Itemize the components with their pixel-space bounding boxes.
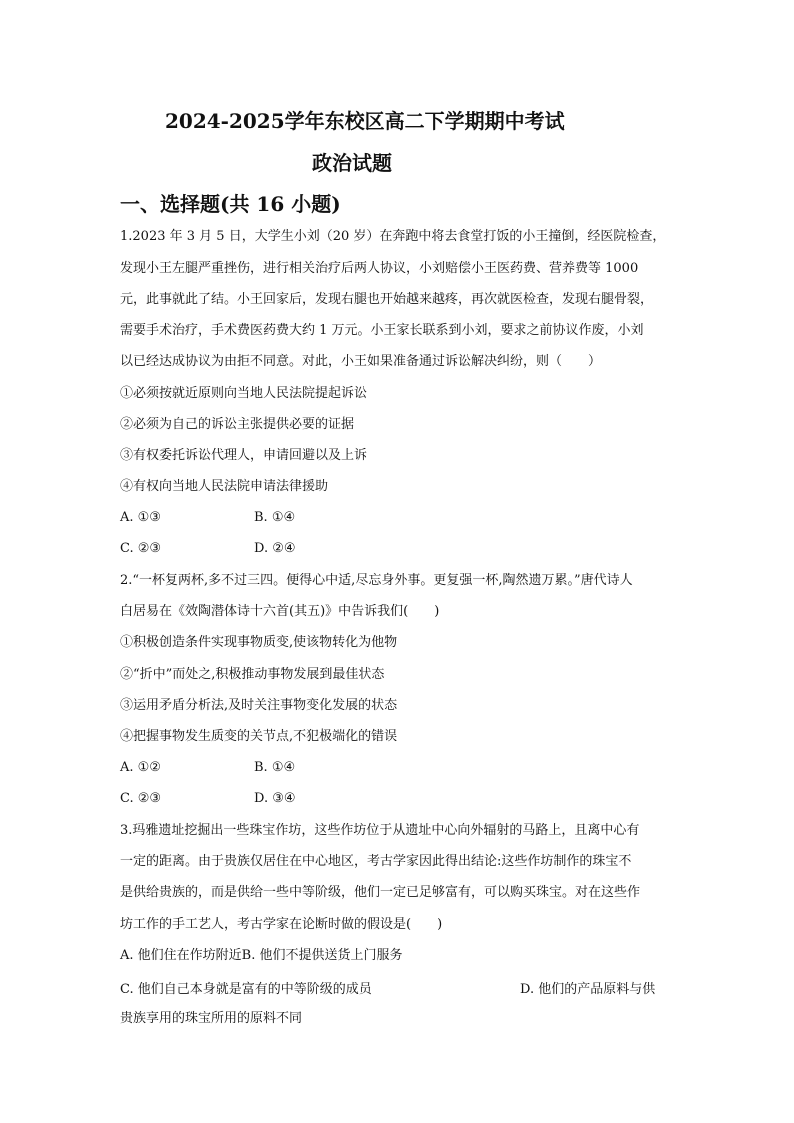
q1-item-4: ④有权向当地人民法院申请法律援助 [120,479,329,494]
q1-item-1: ①必须按就近原则向当地人民法院提起诉讼 [120,386,368,401]
q1-stem-line: 发现小王左腿严重挫伤，进行相关治疗后两人协议，小刘赔偿小王医药费、营养费等 1000 [120,261,639,276]
q2-option-a[interactable]: A. ①② [120,760,161,775]
q1-option-b[interactable]: B. ①④ [254,510,296,525]
section-heading: 一、选择题(共 16 小题) [120,192,341,216]
q1-stem-line: 元，此事就此了结。小王回家后，发现右腿也开始越来越疼，再次就医检查，发现右腿骨裂， [120,292,654,307]
q2-item-3: ③运用矛盾分析法,及时关注事物变化发展的状态 [120,698,398,713]
q3-stem-line: 坊工作的手工艺人，考古学家在论断时做的假设是( ) [120,917,443,932]
q2-option-c[interactable]: C. ②③ [120,791,162,806]
q3-option-ab[interactable]: A. 他们住在作坊附近B. 他们不提供送货上门服务 [120,948,403,963]
q2-item-2: ②“折中”而处之,积极推动事物发展到最佳状态 [120,667,385,682]
q1-item-3: ③有权委托诉讼代理人，申请回避以及上诉 [120,448,368,463]
q2-item-4: ④把握事物发生质变的关节点,不犯极端化的错误 [120,729,398,744]
q2-option-b[interactable]: B. ①④ [254,760,296,775]
q1-stem-line: 1.2023 年 3 月 5 日，大学生小刘（20 岁）在奔跑中将去食堂打饭的小王撞倒，经医院检查， [120,229,666,244]
q2-item-1: ①积极创造条件实现事物质变,使该物转化为他物 [120,635,398,650]
q3-stem-line: 3.玛雅遗址挖掘出一些珠宝作坊，这些作坊位于从遗址中心向外辐射的马路上，且离中心有 [120,823,640,838]
q2-option-d[interactable]: D. ③④ [254,791,296,806]
q1-stem-line: 以已经达成协议为由拒不同意。对此，小王如果准备通过诉讼解决纠纷，则（ ） [120,354,602,369]
exam-subject: 政治试题 [312,151,392,175]
q3-stem-line: 一定的距离。由于贵族仅居住在中心地区，考古学家因此得出结论:这些作坊制作的珠宝不 [120,854,632,869]
q3-stem-line: 是供给贵族的，而是供给一些中等阶级，他们一定已足够富有，可以购买珠宝。对在这些作 [120,885,641,900]
q1-item-2: ②必须为自己的诉讼主张提供必要的证据 [120,417,355,432]
q2-stem-line: 白居易在《效陶潜体诗十六首(其五)》中告诉我们( ) [120,604,440,619]
q3-option-d-continued: 贵族享用的珠宝所用的原料不同 [120,1011,303,1026]
q1-option-d[interactable]: D. ②④ [254,541,296,556]
q1-stem-line: 需要手术治疗，手术费医药费大约 1 万元。小王家长联系到小刘，要求之前协议作废，小刘 [120,323,644,338]
q3-option-d[interactable]: D. 他们的产品原料与供 [520,982,656,997]
q2-stem-line: 2.“一杯复两杯,多不过三四。便得心中适,尽忘身外事。更复强一杯,陶然遗万累。”唐代诗人 [120,573,633,588]
q1-option-c[interactable]: C. ②③ [120,541,162,556]
q1-option-a[interactable]: A. ①③ [120,510,161,525]
q3-option-c[interactable]: C. 他们自己本身就是富有的中等阶级的成员 [120,982,372,997]
exam-title: 2024-2025学年东校区高二下学期期中考试 [165,109,565,133]
